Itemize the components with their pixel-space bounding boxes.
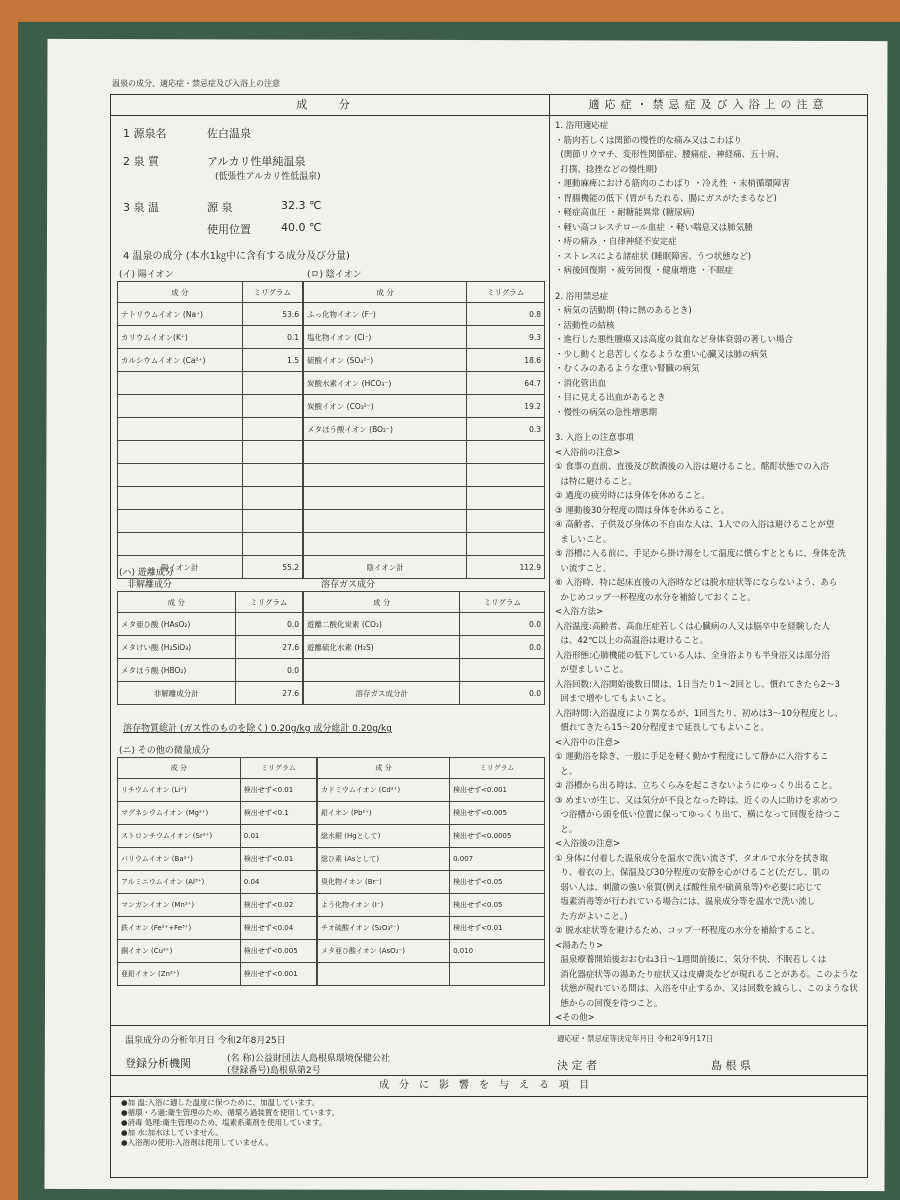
- cation-title: (イ) 陽イオン: [119, 270, 174, 280]
- indication-line: ・ストレスによる諸症状 (睡眠障害、うつ状態など): [555, 251, 752, 262]
- indication-line: ③ めまいが生じ、又は気分が不良となった時は、近くの人に助けを求めつ: [555, 795, 838, 806]
- nondiss-name: メタけい酸 (H₂SiO₃): [118, 636, 236, 659]
- table-row: [318, 940, 545, 963]
- table-row: [304, 395, 545, 418]
- table-row: [118, 848, 317, 871]
- table-row: [118, 326, 303, 349]
- table-row: [318, 802, 545, 825]
- indication-line: ・胃腸機能の低下 (胃がもたれる、腸にガスがたまるなど): [555, 193, 777, 204]
- table-row: [304, 682, 545, 705]
- cation-value: 0.1: [242, 326, 302, 349]
- anion-name: 硫酸イオン (SO₄²⁻): [304, 349, 467, 372]
- document-title: 温泉の成分、適応症・禁忌症及び入浴上の注意: [112, 79, 280, 88]
- gas-name: 遊離硫化水素 (H₂S): [304, 636, 460, 659]
- col-name: 成 分: [118, 758, 241, 779]
- indication-line: ④ 高齢者、子供及び身体の不自由な人は、1人での入浴は避けることが望: [555, 520, 835, 530]
- anion-value: 19.2: [467, 395, 545, 418]
- nondiss-total-value: 27.6: [235, 682, 302, 705]
- table-row: [318, 779, 545, 802]
- trace-value: 検出せず<0.005: [450, 802, 545, 825]
- trace-value: 0.01: [240, 825, 316, 848]
- affecting-item: ●入浴剤の使用:入浴剤は使用していません。: [121, 1138, 274, 1147]
- col-mg: ミリグラム: [460, 592, 545, 613]
- table-row: [118, 779, 317, 802]
- indication-line: 弱い人は、刺激の強い泉質(例えば酸性泉や硫黄泉等)や必要に応じて: [555, 882, 823, 893]
- footer-divider: [111, 1025, 867, 1026]
- table-row: [304, 418, 545, 441]
- anion-value: 18.6: [467, 349, 545, 372]
- components-header: 成 分: [111, 95, 549, 116]
- table-row: [304, 372, 545, 395]
- agency-name: (名 称)公益財団法人島根県環境保健公社: [227, 1054, 390, 1064]
- agency-label: 登録分析機関: [125, 1057, 191, 1070]
- table-row: [118, 659, 303, 682]
- trace-value: 検出せず<0.0005: [450, 825, 545, 848]
- table-row: [118, 349, 303, 372]
- table-row: [304, 326, 545, 349]
- indication-line: 塩素消毒等が行われている場合には、温泉成分等を温水で洗い流し: [555, 897, 816, 907]
- trace-name: ストロンチウムイオン (Sr²⁺): [118, 825, 241, 848]
- indication-line: が望ましいこと。: [555, 665, 629, 675]
- cation-value: 53.6: [242, 303, 302, 326]
- table-row: [318, 917, 545, 940]
- gas-name: 遊離二酸化炭素 (CO₂): [304, 613, 460, 636]
- quality-value: アルカリ性単純温泉: [207, 155, 306, 168]
- table-row: [318, 871, 545, 894]
- table-row: [318, 894, 545, 917]
- table-row: [304, 303, 545, 326]
- cation-name: ナトリウムイオン (Na⁺): [118, 303, 243, 326]
- trace-value: [450, 963, 545, 986]
- indication-line: ・軽い高コレステロール血症 ・軽い喘息又は肺気腫: [555, 222, 753, 233]
- trace-value: 0.007: [450, 848, 545, 871]
- components-title: 4 温泉の成分 (本水1㎏中に含有する成分及び分量): [123, 251, 350, 262]
- indication-line: [555, 420, 865, 431]
- col-mg: ミリグラム: [450, 758, 545, 779]
- gas-total-value: 0.0: [460, 682, 545, 705]
- table-row: [304, 636, 545, 659]
- analysis-date: 温泉成分の分析年月日 令和2年8月25日: [125, 1036, 286, 1046]
- anion-name: メタほう酸イオン (BO₂⁻): [304, 418, 467, 441]
- indication-line: り、着衣の上、保温及び30分程度の安静を心がけること(ただし、肌の: [555, 868, 830, 878]
- col-mg: ミリグラム: [467, 282, 545, 303]
- nondiss-total-label: 非解離成分計: [118, 682, 236, 705]
- quality-sub: (低張性アルカリ性低温泉): [215, 172, 321, 182]
- trace-name: 総ひ素 (Asとして): [318, 848, 450, 871]
- col-mg: ミリグラム: [242, 282, 302, 303]
- table-row: [118, 682, 303, 705]
- trace-left-table: [117, 757, 317, 986]
- nondiss-title: 非解離成分: [127, 580, 173, 590]
- col-mg: ミリグラム: [235, 592, 302, 613]
- trace-name: マグネシウムイオン (Mg²⁺): [118, 802, 241, 825]
- indication-line: は、42℃以上の高温浴は避けること。: [555, 636, 709, 646]
- indication-line: 慣れてきたら15〜20分程度まで延長してもよいこと。: [555, 723, 770, 733]
- temp-use-value: 40.0 ℃: [281, 221, 322, 234]
- table-row: [118, 894, 317, 917]
- source-value: 佐白温泉: [207, 127, 251, 140]
- table-row: [118, 802, 317, 825]
- indication-line: ・痔の痛み ・自律神経不安定症: [555, 237, 677, 247]
- indication-line: <入浴方法>: [555, 607, 604, 617]
- gas-value: 0.0: [460, 636, 545, 659]
- indication-line: 温泉療養開始後おおむね3日〜1週間前後に、気分不快、不眠若しくは: [555, 955, 827, 965]
- free-title: (ハ) 遊離成分: [119, 568, 174, 578]
- table-row: [118, 613, 303, 636]
- trace-value: 検出せず<0.001: [240, 963, 316, 986]
- indication-line: <入浴後の注意>: [555, 839, 621, 849]
- table-row: [118, 825, 317, 848]
- indication-line: 回まで増やしてもよいこと。: [555, 694, 671, 704]
- indication-line: ① 身体に付着した温泉成分を温水で洗い流さず、タオルで水分を拭き取: [555, 853, 829, 864]
- indication-line: と。: [555, 766, 578, 777]
- anion-total-value: 112.9: [467, 556, 545, 579]
- indication-line: ・むくみのあるような重い腎臓の病気: [555, 364, 700, 374]
- decision-date: 適応症・禁忌症等決定年月日 令和2年9月17日: [557, 1034, 714, 1043]
- col-name: 成 分: [304, 592, 460, 613]
- totals-line: 溶存物質総計 (ガス性のものを除く) 0.20g/kg 成分総計 0.20g/kg: [123, 724, 392, 734]
- indication-line: ・筋肉若しくは関節の慢性的な痛み又はこわばり: [555, 135, 743, 146]
- trace-value: 検出せず<0.05: [450, 871, 545, 894]
- col-name: 成 分: [304, 282, 467, 303]
- indication-line: 打撲、捻挫などの慢性期): [555, 164, 658, 175]
- indication-line: ・病気の活動期 (特に熱のあるとき): [555, 306, 692, 316]
- indication-line: は特に避けること。: [555, 476, 637, 487]
- trace-value: 検出せず<0.04: [240, 917, 316, 940]
- indication-line: ・進行した悪性腫瘍又は高度の貧血など身体衰弱の著しい場合: [555, 335, 794, 345]
- indication-line: ・病後回復期 ・疲労回復 ・健康増進 ・不眠症: [555, 266, 734, 276]
- indication-line: い流すこと。: [555, 563, 612, 574]
- gas-title: 溶存ガス成分: [321, 580, 376, 590]
- trace-name: 鉛イオン (Pb²⁺): [318, 802, 450, 825]
- gas-value: 0.0: [460, 613, 545, 636]
- notice-frame: [110, 94, 868, 1178]
- indication-line: 入浴形態:心肺機能の低下している人は、全身浴よりも半身浴又は部分浴: [555, 650, 830, 661]
- gas-table: [303, 591, 545, 705]
- affecting-item: ●加 水:加水はしていません。: [121, 1128, 223, 1137]
- affecting-item: ●消毒 処理:衛生管理のため、塩素系薬剤を使用しています。: [121, 1118, 327, 1127]
- table-row: [118, 940, 317, 963]
- indication-line: <入浴前の注意>: [555, 447, 621, 458]
- indication-line: ・軽症高血圧 ・耐糖能異常 (糖尿病): [555, 208, 695, 218]
- indication-line: ② 脱水症状等を避けるため、コップ一杯程度の水分を補給すること。: [555, 926, 820, 936]
- trace-name: メタ亜ひ酸イオン (AsO₂⁻): [318, 940, 450, 963]
- cation-name: カルシウムイオン (Ca²⁺): [118, 349, 243, 372]
- decider-label: 決 定 者: [557, 1059, 597, 1072]
- indication-line: <入浴中の注意>: [555, 737, 621, 748]
- table-row: [118, 917, 317, 940]
- trace-name: アルミニウムイオン (Al³⁺): [118, 871, 241, 894]
- indication-line: 状態が現れている間は、入浴を中止するか、又は回数を減らし、このような状: [555, 984, 858, 994]
- trace-value: 検出せず<0.01: [450, 917, 545, 940]
- indication-line: 入浴温度:高齢者、高血圧症若しくは心臓病の人又は脳卒中を経験した人: [555, 621, 830, 632]
- indication-line: 消化器症状等の湯あたり症状又は皮膚炎などが現れることがある。このような: [555, 969, 858, 980]
- indication-line: かじめコップ一杯程度の水分を補給しておくこと。: [555, 592, 756, 603]
- nondiss-name: メタほう酸 (HBO₂): [118, 659, 236, 682]
- nondiss-value: 0.0: [235, 659, 302, 682]
- cation-name: カリウムイオン(K⁺): [118, 326, 243, 349]
- trace-value: 検出せず<0.05: [450, 894, 545, 917]
- table-row: [318, 848, 545, 871]
- indication-line: と。: [555, 824, 578, 835]
- indications-header: 適応症・禁忌症及び入浴上の注意: [550, 95, 867, 116]
- indication-line: <湯あたり>: [555, 940, 604, 951]
- indication-line: ⑤ 浴槽に入る前に、手足から掛け湯をして温度に慣らすとともに、身体を洗: [555, 549, 846, 559]
- indication-line: ⑥ 入浴時、特に起床直後の入浴時などは脱水症状等にならないよう、あら: [555, 578, 838, 588]
- trace-name: 銅イオン (Cu²⁺): [118, 940, 241, 963]
- indication-line: ② 過度の疲労時には身体を休めること。: [555, 491, 710, 501]
- indication-line: 1. 浴用適応症: [555, 121, 609, 131]
- trace-name: 総水銀 (Hgとして): [318, 825, 450, 848]
- indication-line: (関節リウマチ、変形性関節症、腰痛症、神経痛、五十肩、: [555, 150, 785, 160]
- trace-value: 0.04: [240, 871, 316, 894]
- col-name: 成 分: [318, 758, 450, 779]
- cation-total-label: 陽イオン計: [118, 556, 243, 579]
- temp-source-value: 32.3 ℃: [281, 199, 322, 212]
- indication-line: ① 食事の直前、直後及び飲酒後の入浴は避けること。酩酊状態での入浴: [555, 462, 829, 472]
- col-mg: ミリグラム: [240, 758, 316, 779]
- cation-total-value: 55.2: [242, 556, 302, 579]
- indication-line: ・目に見える出血があるとき: [555, 393, 666, 403]
- affecting-items-list: [121, 1098, 339, 1148]
- col-name: 成 分: [118, 282, 243, 303]
- trace-value: 0.010: [450, 940, 545, 963]
- indication-line: つ浴槽から頭を低い位置に保ってゆっくり出て、横になって回復を待つこ: [555, 810, 841, 820]
- trace-name: リチウムイオン (Li⁺): [118, 779, 241, 802]
- table-row: [318, 963, 545, 986]
- table-row: [304, 613, 545, 636]
- trace-name: チオ硫酸イオン (S₂O₃²⁻): [318, 917, 450, 940]
- cation-value: 1.5: [242, 349, 302, 372]
- cation-table: [117, 281, 303, 579]
- temp-label: 3 泉 温: [123, 201, 159, 214]
- indication-line: ・少し動くと息苦しくなるような重い心臓又は肺の病気: [555, 349, 768, 360]
- table-row: [118, 636, 303, 659]
- trace-value: 検出せず<0.1: [240, 802, 316, 825]
- anion-name: ふっ化物イオン (F⁻): [304, 303, 467, 326]
- decider-value: 島 根 県: [711, 1059, 751, 1072]
- indication-line: 入浴時間:入浴温度により異なるが、1回当たり、初めは3〜10分程度とし、: [555, 708, 843, 719]
- trace-name: [318, 963, 450, 986]
- affecting-item: ●加 温:入浴に適した温度に保つために、加温しています。: [121, 1098, 320, 1107]
- trace-title: (ニ) その他の微量成分: [119, 746, 210, 756]
- agency-reg: (登録番号)島根県第2号: [227, 1066, 321, 1076]
- trace-value: 検出せず<0.005: [240, 940, 316, 963]
- trace-name: バリウムイオン (Ba²⁺): [118, 848, 241, 871]
- source-label: 1 源泉名: [123, 127, 167, 140]
- col-name: 成 分: [118, 592, 236, 613]
- anion-value: 9.3: [467, 326, 545, 349]
- trace-name: よう化物イオン (I⁻): [318, 894, 450, 917]
- table-row: [304, 556, 545, 579]
- indication-line: ① 運動浴を除き、一般に手足を軽く動かす程度にして静かに入浴するこ: [555, 752, 829, 762]
- anion-name: 塩化物イオン (Cl⁻): [304, 326, 467, 349]
- indication-line: ② 浴槽から出る時は、立ちくらみを起こさないようにゆっくり出ること。: [555, 781, 838, 791]
- trace-value: 検出せず<0.01: [240, 848, 316, 871]
- anion-title: (ロ) 陰イオン: [307, 270, 362, 280]
- trace-name: 鉄イオン (Fe²⁺+Fe³⁺): [118, 917, 241, 940]
- trace-value: 検出せず<0.02: [240, 894, 316, 917]
- anion-value: 64.7: [467, 372, 545, 395]
- indication-line: ・消化管出血: [555, 378, 607, 389]
- indication-line: た方がよいこと。): [555, 911, 628, 922]
- temp-use-label: 使用位置: [207, 223, 251, 236]
- temp-source-label: 源 泉: [207, 201, 233, 214]
- anion-name: 炭酸水素イオン (HCO₃⁻): [304, 372, 467, 395]
- nondiss-value: 0.0: [235, 613, 302, 636]
- table-row: [318, 825, 545, 848]
- nondiss-name: メタ亜ひ酸 (HAsO₂): [118, 613, 236, 636]
- anion-value: 0.8: [467, 303, 545, 326]
- table-row: [118, 303, 303, 326]
- nondiss-value: 27.6: [235, 636, 302, 659]
- trace-right-table: [317, 757, 545, 986]
- anion-table: [303, 281, 545, 579]
- trace-name: 亜鉛イオン (Zn²⁺): [118, 963, 241, 986]
- anion-total-label: 陰イオン計: [304, 556, 467, 579]
- indication-line: [555, 279, 865, 290]
- trace-value: 検出せず<0.001: [450, 779, 545, 802]
- indication-line: ・活動性の結核: [555, 320, 615, 331]
- indication-line: 2. 浴用禁忌症: [555, 291, 609, 302]
- indication-line: <その他>: [555, 1013, 595, 1023]
- trace-name: マンガンイオン (Mn²⁺): [118, 894, 241, 917]
- hot-spring-notice: [66, 60, 856, 1180]
- table-row: [118, 871, 317, 894]
- anion-name: 炭酸イオン (CO₃²⁻): [304, 395, 467, 418]
- indication-line: ・慢性の病気の急性増悪期: [555, 407, 658, 418]
- indication-line: 態からの回復を待つこと。: [555, 998, 663, 1009]
- quality-label: 2 泉 質: [123, 155, 159, 168]
- nondiss-table: [117, 591, 303, 705]
- trace-value: 検出せず<0.01: [240, 779, 316, 802]
- indication-line: 入浴回数:入浴開始後数日間は、1日当たり1〜2回とし、慣れてきたら2〜3: [555, 679, 840, 690]
- anion-value: 0.3: [467, 418, 545, 441]
- indication-line: ましいこと。: [555, 534, 612, 545]
- indication-line: ・運動麻痺における筋肉のこわばり ・冷え性 ・末梢循環障害: [555, 179, 790, 189]
- table-row: [304, 349, 545, 372]
- trace-name: カドミウムイオン (Cd²⁺): [318, 779, 450, 802]
- indications-text: [555, 119, 865, 1023]
- affecting-items-title: 成分に影響を与える項目: [111, 1075, 867, 1097]
- indication-line: 3. 入浴上の注意事項: [555, 433, 634, 443]
- gas-total-label: 溶存ガス成分計: [304, 682, 460, 705]
- indication-line: ③ 運動後30分程度の間は身体を休めること。: [555, 505, 730, 516]
- affecting-item: ●循環・ろ過:衛生管理のため、循環ろ過装置を使用しています。: [121, 1108, 340, 1117]
- trace-name: 臭化物イオン (Br⁻): [318, 871, 450, 894]
- column-divider: [549, 95, 550, 1025]
- table-row: [118, 963, 317, 986]
